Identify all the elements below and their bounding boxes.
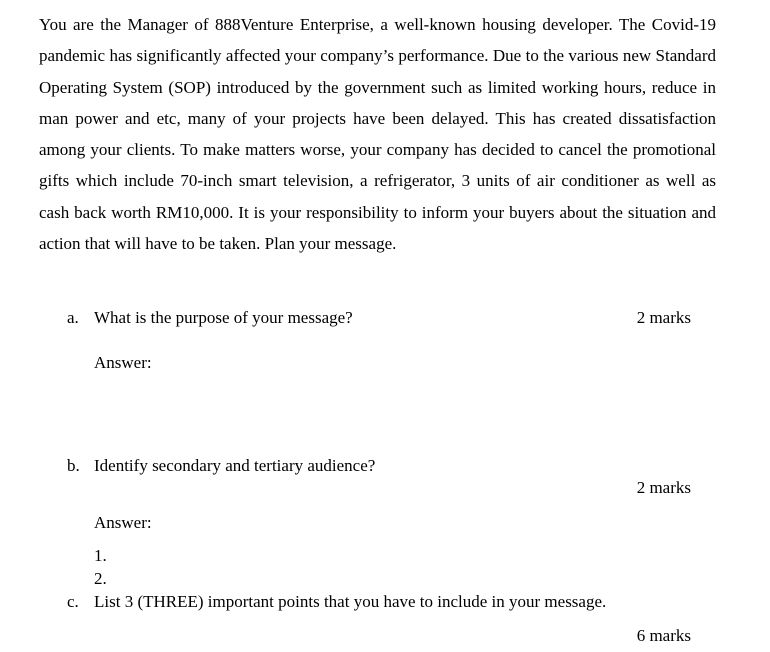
question-b-letter: b. <box>67 456 80 475</box>
answer-item-1: 1. <box>94 546 107 565</box>
question-b-text: Identify secondary and tertiary audience? <box>94 456 376 475</box>
question-a-text: What is the purpose of your message? <box>94 308 353 327</box>
question-b-answer-label: Answer: <box>94 513 152 532</box>
question-a-letter: a. <box>67 308 79 327</box>
answer-item-2: 2. <box>94 569 107 588</box>
question-a-answer-label: Answer: <box>94 353 152 372</box>
question-c-letter: c. <box>67 592 79 611</box>
question-b-marks: 2 marks <box>636 478 691 497</box>
question-a-marks: 2 marks <box>636 308 691 327</box>
scenario-paragraph: You are the Manager of 888Venture Enterprise, a well-known housing developer. The Covid-19 pandemic has significantly affected your company’s performance. Due to the various new Standard Operating System (SOP) introduced by the government such as limited working hours, reduce in man power and etc, many of your projects have been delayed. This has created dissatisfaction among your clients. To make matters worse, your company has decided to cancel the promotional gifts which include 70-inch smart television, a refrigerator, 3 units of air conditioner as well as cash back worth RM10,000. It is your responsibility to inform your buyers about the situation and action that will have to be taken. Plan your message. <box>39 15 716 254</box>
question-c-text: List 3 (THREE) important points that you have to include in your message. <box>94 592 607 611</box>
question-c-marks: 6 marks <box>636 626 691 645</box>
